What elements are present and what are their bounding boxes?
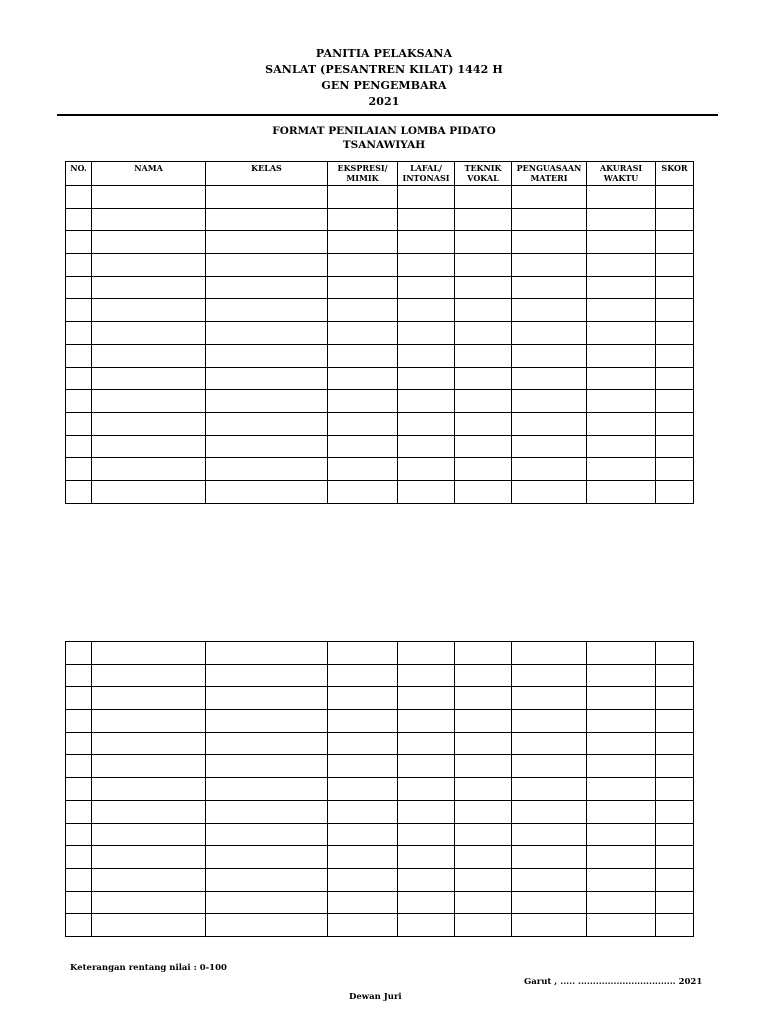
table-cell xyxy=(328,868,398,891)
table-cell xyxy=(92,367,206,390)
table-cell xyxy=(455,276,512,299)
table-cell xyxy=(328,390,398,413)
table-cell xyxy=(512,778,587,801)
table-cell xyxy=(66,800,92,823)
table-cell xyxy=(656,800,694,823)
table-cell xyxy=(66,480,92,503)
table-cell xyxy=(206,254,328,277)
table-cell xyxy=(656,710,694,733)
table-cell xyxy=(328,710,398,733)
table-cell xyxy=(455,254,512,277)
jury-label: Dewan Juri xyxy=(349,992,402,1002)
table-cell xyxy=(206,800,328,823)
table-cell xyxy=(328,435,398,458)
table-cell xyxy=(66,390,92,413)
table-cell xyxy=(656,687,694,710)
score-range-note: Keterangan rentang nilai : 0-100 xyxy=(70,963,227,973)
table-cell xyxy=(328,664,398,687)
table-cell xyxy=(398,344,455,367)
table-cell xyxy=(398,687,455,710)
table-cell xyxy=(398,710,455,733)
table-cell xyxy=(328,755,398,778)
table-cell xyxy=(92,664,206,687)
table-cell xyxy=(587,367,656,390)
table-cell xyxy=(328,412,398,435)
table-cell xyxy=(587,344,656,367)
header-divider xyxy=(57,114,718,116)
table-cell xyxy=(92,732,206,755)
table-row xyxy=(66,231,694,254)
table-row xyxy=(66,846,694,869)
table-cell xyxy=(92,390,206,413)
table-cell xyxy=(66,642,92,665)
table-cell xyxy=(587,710,656,733)
table-cell xyxy=(512,846,587,869)
table-cell xyxy=(656,435,694,458)
table-cell xyxy=(587,480,656,503)
table-cell xyxy=(398,458,455,481)
table-cell xyxy=(206,687,328,710)
table-cell xyxy=(92,778,206,801)
table-cell xyxy=(455,755,512,778)
table-cell xyxy=(206,390,328,413)
table-cell xyxy=(92,891,206,914)
table-cell xyxy=(656,914,694,937)
table-cell xyxy=(206,642,328,665)
header-line-3: GEN PENGEMBARA xyxy=(321,79,447,92)
table-cell xyxy=(328,891,398,914)
table-cell xyxy=(398,800,455,823)
table-cell xyxy=(92,710,206,733)
table-cell xyxy=(656,868,694,891)
table-cell xyxy=(206,186,328,209)
table-cell xyxy=(66,322,92,345)
table-cell xyxy=(587,800,656,823)
table-cell xyxy=(656,891,694,914)
table-cell xyxy=(92,412,206,435)
table-cell xyxy=(92,823,206,846)
table-cell xyxy=(92,914,206,937)
table-row xyxy=(66,800,694,823)
table-cell xyxy=(92,642,206,665)
table-cell xyxy=(587,755,656,778)
col-header-lafal: LAFAL/ INTONASI xyxy=(398,162,455,186)
table-cell xyxy=(92,458,206,481)
table-cell xyxy=(66,208,92,231)
table-cell xyxy=(206,891,328,914)
table-row xyxy=(66,823,694,846)
table-cell xyxy=(66,868,92,891)
table-cell xyxy=(512,891,587,914)
table-cell xyxy=(398,480,455,503)
table-cell xyxy=(455,322,512,345)
table-cell xyxy=(398,299,455,322)
table-cell xyxy=(512,823,587,846)
table-cell xyxy=(92,254,206,277)
table-cell xyxy=(512,367,587,390)
table-cell xyxy=(512,800,587,823)
table-cell xyxy=(512,435,587,458)
table-cell xyxy=(512,412,587,435)
table-row xyxy=(66,344,694,367)
table-cell xyxy=(398,664,455,687)
table-cell xyxy=(512,480,587,503)
table-row xyxy=(66,412,694,435)
table-cell xyxy=(455,642,512,665)
table-cell xyxy=(398,186,455,209)
table-cell xyxy=(512,732,587,755)
table-cell xyxy=(455,299,512,322)
table-cell xyxy=(656,254,694,277)
table-cell xyxy=(656,664,694,687)
table-cell xyxy=(455,710,512,733)
col-header-skor: SKOR xyxy=(656,162,694,186)
table-row xyxy=(66,208,694,231)
scoring-table-1 xyxy=(65,161,694,504)
table-cell xyxy=(66,823,92,846)
table-cell xyxy=(66,664,92,687)
table-cell xyxy=(512,642,587,665)
table-cell xyxy=(512,914,587,937)
table-cell xyxy=(656,755,694,778)
table-cell xyxy=(656,458,694,481)
table-cell xyxy=(398,891,455,914)
table-cell xyxy=(66,254,92,277)
table-cell xyxy=(656,642,694,665)
table-cell xyxy=(455,480,512,503)
table-cell xyxy=(587,231,656,254)
table-cell xyxy=(206,458,328,481)
table-cell xyxy=(587,208,656,231)
table-cell xyxy=(66,914,92,937)
table-cell xyxy=(587,276,656,299)
table-cell xyxy=(587,299,656,322)
table-cell xyxy=(206,480,328,503)
table-cell xyxy=(455,778,512,801)
organizer-header xyxy=(0,46,768,110)
table-cell xyxy=(206,755,328,778)
table-cell xyxy=(206,322,328,345)
table-cell xyxy=(455,367,512,390)
table-cell xyxy=(328,846,398,869)
table-cell xyxy=(66,412,92,435)
table-cell xyxy=(587,846,656,869)
table-cell xyxy=(587,687,656,710)
table-cell xyxy=(512,186,587,209)
table-cell xyxy=(455,435,512,458)
table-cell xyxy=(92,276,206,299)
table-cell xyxy=(328,186,398,209)
table-cell xyxy=(512,231,587,254)
table-row xyxy=(66,390,694,413)
table-row xyxy=(66,367,694,390)
table-cell xyxy=(512,344,587,367)
table-cell xyxy=(398,732,455,755)
table-row xyxy=(66,868,694,891)
table-cell xyxy=(92,299,206,322)
table-cell xyxy=(656,322,694,345)
table-cell xyxy=(455,458,512,481)
table-cell xyxy=(656,276,694,299)
table-cell xyxy=(328,254,398,277)
table-cell xyxy=(66,276,92,299)
table-row xyxy=(66,710,694,733)
table-row xyxy=(66,891,694,914)
table-cell xyxy=(66,435,92,458)
table-cell xyxy=(656,299,694,322)
table-cell xyxy=(512,390,587,413)
col-header-nama: NAMA xyxy=(92,162,206,186)
table-cell xyxy=(328,208,398,231)
table-cell xyxy=(398,254,455,277)
table-cell xyxy=(398,208,455,231)
table-cell xyxy=(328,732,398,755)
table-cell xyxy=(206,710,328,733)
table-cell xyxy=(455,231,512,254)
table-row xyxy=(66,732,694,755)
table-cell xyxy=(328,914,398,937)
table-cell xyxy=(587,732,656,755)
table-cell xyxy=(206,412,328,435)
table-cell xyxy=(66,687,92,710)
table-cell xyxy=(92,480,206,503)
col-header-penguasaan: PENGUASAAN MATERI xyxy=(512,162,587,186)
table-cell xyxy=(66,732,92,755)
table-cell xyxy=(66,891,92,914)
table-cell xyxy=(398,823,455,846)
table-cell xyxy=(587,823,656,846)
header-line-4: 2021 xyxy=(368,95,400,108)
table-cell xyxy=(587,322,656,345)
table-cell xyxy=(656,186,694,209)
table-cell xyxy=(455,823,512,846)
table-cell xyxy=(455,846,512,869)
table-cell xyxy=(206,914,328,937)
table-cell xyxy=(656,344,694,367)
table-cell xyxy=(328,344,398,367)
table-cell xyxy=(512,710,587,733)
table-header-row xyxy=(66,162,694,186)
table-cell xyxy=(66,778,92,801)
table-cell xyxy=(92,322,206,345)
table-cell xyxy=(66,186,92,209)
table-row xyxy=(66,642,694,665)
table-cell xyxy=(328,299,398,322)
table-cell xyxy=(328,276,398,299)
table-cell xyxy=(587,868,656,891)
table-cell xyxy=(206,231,328,254)
table-row xyxy=(66,664,694,687)
table-cell xyxy=(66,231,92,254)
table-cell xyxy=(206,276,328,299)
table-cell xyxy=(587,435,656,458)
table-cell xyxy=(455,664,512,687)
table-cell xyxy=(587,891,656,914)
table-row xyxy=(66,276,694,299)
col-header-akurasi: AKURASI WAKTU xyxy=(587,162,656,186)
table-cell xyxy=(66,755,92,778)
table-cell xyxy=(656,231,694,254)
table-row xyxy=(66,322,694,345)
table-cell xyxy=(206,367,328,390)
table-cell xyxy=(656,846,694,869)
table-cell xyxy=(398,642,455,665)
table-cell xyxy=(206,846,328,869)
table-cell xyxy=(92,186,206,209)
table-cell xyxy=(328,458,398,481)
table-cell xyxy=(656,208,694,231)
table-row xyxy=(66,299,694,322)
table-cell xyxy=(206,778,328,801)
table-cell xyxy=(398,276,455,299)
table-cell xyxy=(512,299,587,322)
table-cell xyxy=(398,412,455,435)
table-cell xyxy=(587,186,656,209)
table-cell xyxy=(328,687,398,710)
table-cell xyxy=(587,458,656,481)
table-cell xyxy=(512,322,587,345)
table-cell xyxy=(455,186,512,209)
table-cell xyxy=(512,868,587,891)
table-row xyxy=(66,435,694,458)
table-cell xyxy=(656,480,694,503)
table-cell xyxy=(587,254,656,277)
col-header-ekspresi: EKSPRESI/ MIMIK xyxy=(328,162,398,186)
table-cell xyxy=(92,344,206,367)
table-row xyxy=(66,914,694,937)
table-cell xyxy=(66,299,92,322)
table-cell xyxy=(656,390,694,413)
table-row xyxy=(66,458,694,481)
header-line-2: SANLAT (PESANTREN KILAT) 1442 H xyxy=(265,63,503,76)
table-cell xyxy=(398,755,455,778)
table-cell xyxy=(455,868,512,891)
scoring-table-2 xyxy=(65,641,694,937)
table-cell xyxy=(398,322,455,345)
table-cell xyxy=(206,344,328,367)
table-cell xyxy=(92,755,206,778)
table-cell xyxy=(587,412,656,435)
table-cell xyxy=(92,435,206,458)
table-cell xyxy=(206,435,328,458)
table-cell xyxy=(398,778,455,801)
table-cell xyxy=(206,732,328,755)
table-cell xyxy=(512,755,587,778)
table-cell xyxy=(398,914,455,937)
table-cell xyxy=(656,412,694,435)
table-row xyxy=(66,186,694,209)
table-row xyxy=(66,480,694,503)
table-cell xyxy=(656,732,694,755)
form-title: FORMAT PENILAIAN LOMBA PIDATO xyxy=(272,125,496,137)
form-heading xyxy=(0,124,768,152)
table-cell xyxy=(455,390,512,413)
table-cell xyxy=(328,231,398,254)
table-cell xyxy=(455,208,512,231)
table-cell xyxy=(92,231,206,254)
table-cell xyxy=(206,823,328,846)
table-cell xyxy=(92,687,206,710)
table-cell xyxy=(328,823,398,846)
table-cell xyxy=(398,435,455,458)
col-header-no: NO. xyxy=(66,162,92,186)
table-cell xyxy=(587,664,656,687)
table-cell xyxy=(328,367,398,390)
table-row xyxy=(66,755,694,778)
table-cell xyxy=(206,664,328,687)
table-cell xyxy=(455,914,512,937)
table-cell xyxy=(398,390,455,413)
table-cell xyxy=(328,480,398,503)
table-cell xyxy=(398,231,455,254)
table-cell xyxy=(512,458,587,481)
table-cell xyxy=(92,846,206,869)
table-cell xyxy=(587,642,656,665)
table-cell xyxy=(92,800,206,823)
table-row xyxy=(66,254,694,277)
table-cell xyxy=(206,868,328,891)
table-row xyxy=(66,687,694,710)
table-cell xyxy=(512,276,587,299)
col-header-teknik: TEKNIK VOKAL xyxy=(455,162,512,186)
table-cell xyxy=(398,367,455,390)
table-cell xyxy=(206,299,328,322)
table-cell xyxy=(66,367,92,390)
table-cell xyxy=(328,322,398,345)
table-cell xyxy=(587,914,656,937)
table-cell xyxy=(66,846,92,869)
table-cell xyxy=(455,687,512,710)
table-row xyxy=(66,778,694,801)
table-cell xyxy=(66,710,92,733)
table-cell xyxy=(656,367,694,390)
table-cell xyxy=(328,800,398,823)
col-header-kelas: KELAS xyxy=(206,162,328,186)
header-line-1: PANITIA PELAKSANA xyxy=(315,47,453,60)
table-cell xyxy=(206,208,328,231)
table-cell xyxy=(328,642,398,665)
table-cell xyxy=(66,458,92,481)
table-cell xyxy=(455,891,512,914)
table-cell xyxy=(512,254,587,277)
table-cell xyxy=(512,208,587,231)
table-cell xyxy=(328,778,398,801)
table-cell xyxy=(656,823,694,846)
table-cell xyxy=(587,390,656,413)
table-cell xyxy=(455,732,512,755)
table-cell xyxy=(656,778,694,801)
table-cell xyxy=(398,868,455,891)
place-date-line: Garut , ..... ................................. 2021 xyxy=(524,977,703,987)
table-cell xyxy=(455,344,512,367)
table-cell xyxy=(398,846,455,869)
form-subtitle: TSANAWIYAH xyxy=(342,139,426,151)
table-cell xyxy=(92,868,206,891)
table-cell xyxy=(512,664,587,687)
table-cell xyxy=(455,412,512,435)
table-cell xyxy=(92,208,206,231)
table-cell xyxy=(587,778,656,801)
table-cell xyxy=(455,800,512,823)
table-cell xyxy=(512,687,587,710)
table-cell xyxy=(66,344,92,367)
